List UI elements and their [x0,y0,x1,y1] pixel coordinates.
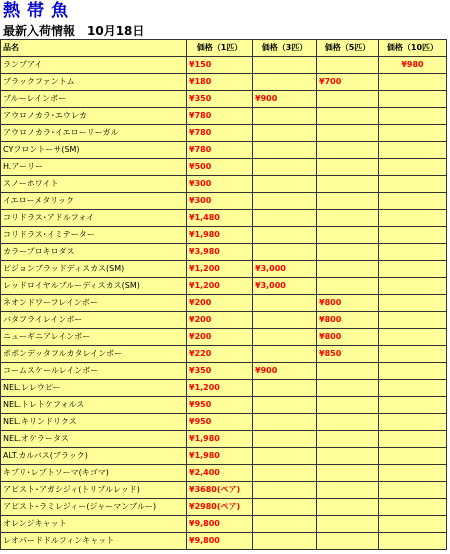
price-3-cell [253,210,317,227]
table-row [1,363,447,380]
product-name-cell: カラープロキロダス [1,244,187,261]
table-row [1,312,447,329]
price-10-cell [379,482,447,499]
price-3-cell [253,533,317,550]
price-1-cell: ¥1,480 [187,210,253,227]
price-1-cell: ¥2,400 [187,465,253,482]
product-name-cell: アピスト･アガシジィ(トリプルレッド) [1,482,187,499]
price-5-cell [317,397,379,414]
price-1-cell: ¥3680(ペア) [187,482,253,499]
price-1-cell: ¥350 [187,91,253,108]
price-10-cell [379,176,447,193]
price-5-cell [317,57,379,74]
table-row [1,533,447,550]
price-10-cell [379,74,447,91]
product-name-cell: H.アーリー [1,159,187,176]
product-name-cell: コリドラス･イミテーター [1,227,187,244]
page-title: 熱帯魚 [3,1,75,21]
price-5-cell [317,380,379,397]
product-name-cell: スノーホワイト [1,176,187,193]
table-row [1,91,447,108]
table-row [1,278,447,295]
column-header-price-3: 価格（3匹） [253,40,317,57]
price-1-cell: ¥780 [187,108,253,125]
price-1-cell: ¥1,200 [187,278,253,295]
price-10-cell [379,448,447,465]
price-3-cell [253,142,317,159]
table-row [1,448,447,465]
product-name-cell: イエローメタリック [1,193,187,210]
table-row [1,465,447,482]
price-3-cell: ¥900 [253,91,317,108]
price-10-cell [379,159,447,176]
price-3-cell [253,329,317,346]
price-1-cell: ¥200 [187,312,253,329]
price-1-cell: ¥1,980 [187,227,253,244]
price-10-cell [379,91,447,108]
product-name-cell: ネオンドワーフレインボー [1,295,187,312]
table-row [1,108,447,125]
price-table-body [1,57,447,550]
price-3-cell [253,448,317,465]
price-10-cell [379,108,447,125]
table-row [1,210,447,227]
price-5-cell [317,448,379,465]
price-5-cell: ¥800 [317,329,379,346]
price-5-cell [317,278,379,295]
price-5-cell [317,108,379,125]
price-1-cell: ¥2980(ペア) [187,499,253,516]
price-1-cell: ¥150 [187,57,253,74]
page-subtitle: 最新入荷情報 10月18日 [3,24,145,38]
column-header-price-1: 価格（1匹） [187,40,253,57]
table-row [1,499,447,516]
price-10-cell: ¥980 [379,57,447,74]
price-3-cell [253,482,317,499]
price-5-cell [317,244,379,261]
price-1-cell: ¥1,980 [187,448,253,465]
product-name-cell: NEL.キリンドリクス [1,414,187,431]
price-10-cell [379,380,447,397]
price-1-cell: ¥950 [187,397,253,414]
price-1-cell: ¥220 [187,346,253,363]
product-name-cell: ピジョンブラッドディスカス(SM) [1,261,187,278]
price-3-cell [253,159,317,176]
price-5-cell: ¥850 [317,346,379,363]
price-5-cell [317,414,379,431]
price-10-cell [379,431,447,448]
price-10-cell [379,227,447,244]
product-name-cell: NEL.オケラータス [1,431,187,448]
price-3-cell [253,516,317,533]
price-5-cell [317,482,379,499]
price-5-cell [317,431,379,448]
price-3-cell [253,74,317,91]
price-3-cell [253,176,317,193]
price-1-cell: ¥200 [187,295,253,312]
price-10-cell [379,397,447,414]
price-3-cell [253,499,317,516]
price-3-cell [253,380,317,397]
product-name-cell: アピスト･ラミレジィー(ジャーマンブルー) [1,499,187,516]
price-10-cell [379,363,447,380]
price-10-cell [379,193,447,210]
price-3-cell [253,397,317,414]
table-row [1,261,447,278]
product-name-cell: レッドロイヤルブルーディスカス(SM) [1,278,187,295]
price-5-cell [317,516,379,533]
price-1-cell: ¥950 [187,414,253,431]
price-3-cell [253,295,317,312]
price-3-cell: ¥900 [253,363,317,380]
product-name-cell: ランプアイ [1,57,187,74]
table-row [1,482,447,499]
product-name-cell: オレンジキャット [1,516,187,533]
price-5-cell [317,465,379,482]
product-name-cell: コームスケールレインボー [1,363,187,380]
product-name-cell: NEL.レレウピー [1,380,187,397]
price-1-cell: ¥350 [187,363,253,380]
price-3-cell [253,125,317,142]
table-row [1,193,447,210]
price-3-cell [253,312,317,329]
table-row [1,329,447,346]
price-10-cell [379,278,447,295]
column-header-price-5: 価格（5匹） [317,40,379,57]
price-10-cell [379,533,447,550]
price-5-cell [317,142,379,159]
price-10-cell [379,465,447,482]
price-10-cell [379,516,447,533]
price-1-cell: ¥3,980 [187,244,253,261]
table-row [1,397,447,414]
price-3-cell [253,57,317,74]
table-row [1,295,447,312]
price-5-cell [317,261,379,278]
price-10-cell [379,261,447,278]
product-name-cell: NEL.トレトケフォルス [1,397,187,414]
table-row [1,125,447,142]
price-5-cell [317,125,379,142]
price-1-cell: ¥9,800 [187,516,253,533]
price-table [0,39,447,550]
product-name-cell: ALT.カルバス(ブラック) [1,448,187,465]
table-header-row [1,40,447,57]
product-name-cell: レオパードドルフィンキャット [1,533,187,550]
table-row [1,346,447,363]
price-10-cell [379,329,447,346]
price-1-cell: ¥1,200 [187,380,253,397]
product-name-cell: ブラックファントム [1,74,187,91]
price-3-cell [253,108,317,125]
table-row [1,516,447,533]
product-name-cell: アウロノカラ･イエローリーガル [1,125,187,142]
price-10-cell [379,142,447,159]
price-5-cell [317,91,379,108]
product-name-cell: CYフロントーサ(SM) [1,142,187,159]
price-5-cell [317,533,379,550]
table-row [1,244,447,261]
table-row [1,414,447,431]
price-3-cell [253,193,317,210]
price-1-cell: ¥300 [187,176,253,193]
price-10-cell [379,346,447,363]
price-5-cell [317,363,379,380]
product-name-cell: ポポンデッタフルカタレインボー [1,346,187,363]
table-row [1,142,447,159]
price-10-cell [379,244,447,261]
price-3-cell [253,244,317,261]
price-1-cell: ¥180 [187,74,253,91]
product-name-cell: アウロノカラ･エウレカ [1,108,187,125]
price-3-cell [253,414,317,431]
column-header-name: 品名 [1,40,187,57]
price-5-cell [317,159,379,176]
column-header-price-10: 価格（10匹） [379,40,447,57]
price-3-cell [253,227,317,244]
price-1-cell: ¥780 [187,125,253,142]
price-1-cell: ¥500 [187,159,253,176]
product-name-cell: バタフライレインボー [1,312,187,329]
price-5-cell [317,193,379,210]
price-3-cell [253,346,317,363]
price-10-cell [379,499,447,516]
table-row [1,159,447,176]
table-row [1,431,447,448]
product-name-cell: ブルーレインボー [1,91,187,108]
price-5-cell [317,210,379,227]
price-1-cell: ¥1,200 [187,261,253,278]
product-name-cell: キプリ･レプトソーマ(キゴマ) [1,465,187,482]
price-10-cell [379,312,447,329]
table-row [1,380,447,397]
price-1-cell: ¥1,980 [187,431,253,448]
price-10-cell [379,210,447,227]
price-5-cell: ¥800 [317,295,379,312]
price-1-cell: ¥300 [187,193,253,210]
price-1-cell: ¥780 [187,142,253,159]
price-1-cell: ¥9,800 [187,533,253,550]
price-5-cell: ¥700 [317,74,379,91]
price-5-cell [317,176,379,193]
table-row [1,74,447,91]
price-5-cell [317,227,379,244]
table-row [1,176,447,193]
price-10-cell [379,414,447,431]
price-10-cell [379,125,447,142]
price-5-cell: ¥800 [317,312,379,329]
price-5-cell [317,499,379,516]
table-row [1,57,447,74]
product-name-cell: ニューギニアレインボー [1,329,187,346]
price-3-cell: ¥3,000 [253,278,317,295]
product-name-cell: コリドラス･アドルフォイ [1,210,187,227]
price-3-cell [253,431,317,448]
table-row [1,227,447,244]
price-1-cell: ¥200 [187,329,253,346]
price-10-cell [379,295,447,312]
price-3-cell [253,465,317,482]
price-3-cell: ¥3,000 [253,261,317,278]
